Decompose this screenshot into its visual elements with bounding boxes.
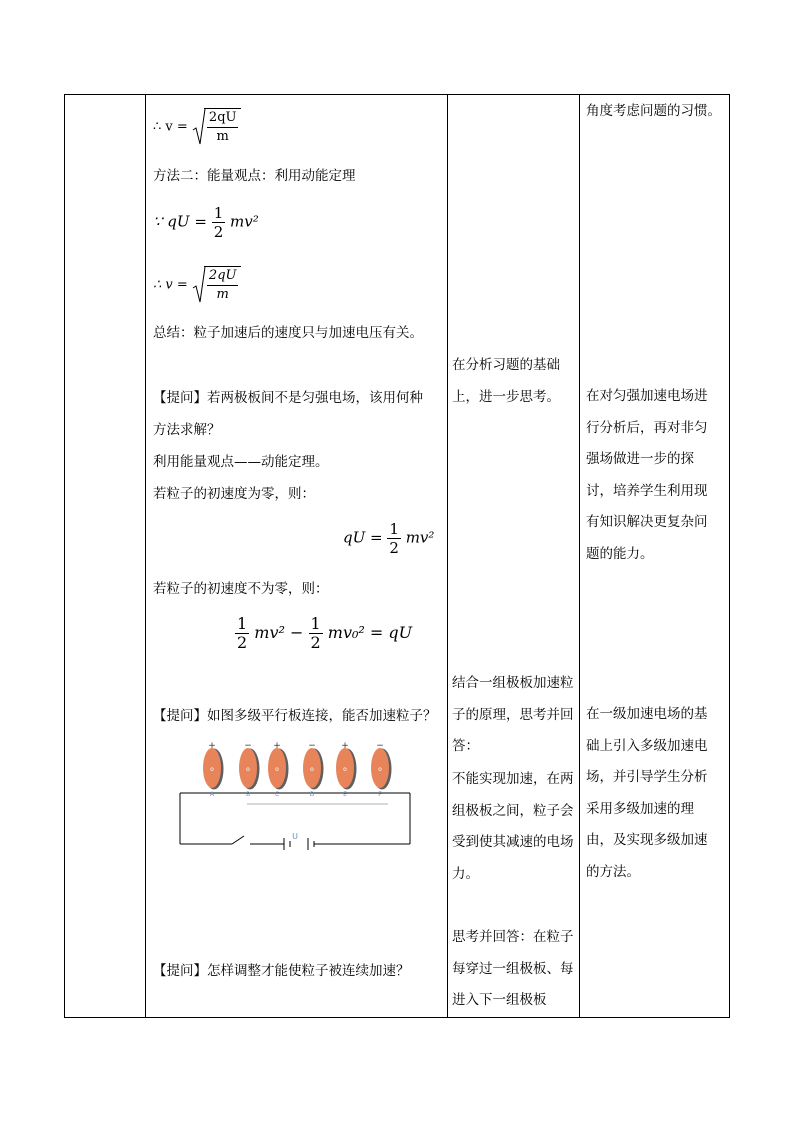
formula-rest: mv₀² = qU	[327, 623, 413, 642]
student-activity-3: 思考并回答：在粒子每穿过一组极板、每进入下一组极板	[452, 929, 574, 1008]
plate-center-mark: o	[343, 766, 347, 773]
fraction-denominator: 2	[310, 633, 321, 652]
formula-middle: mv² −	[254, 623, 304, 642]
formula-prefix: ∵ qU =	[153, 212, 207, 231]
formula-velocity-2	[153, 266, 241, 304]
plate-charge-sign: −	[244, 741, 252, 751]
plate-e	[336, 741, 357, 798]
formula-prefix: ∴ v =	[153, 119, 188, 135]
design-intent-2: 在一级加速电场的基础上引入多级加速电场，并引导学生分析采用多级加速的理由，及实现多级加速的方法。	[586, 706, 708, 880]
fraction-numerator: 1	[310, 614, 321, 633]
fraction-numerator: 2qU	[207, 267, 239, 286]
sqrt-symbol	[192, 266, 242, 304]
plate-c	[268, 741, 289, 798]
fraction-numerator: 1	[213, 204, 224, 222]
plate-d	[303, 741, 324, 798]
plate-center-mark: o	[378, 766, 382, 773]
fraction-denominator: 2	[237, 633, 248, 652]
plate-label: A	[209, 791, 215, 798]
source-label-u: U	[292, 832, 298, 841]
method-two-text: 方法二：能量观点：利用动能定理	[153, 168, 356, 184]
plate-label: F	[378, 791, 382, 798]
column-divider-1	[145, 95, 146, 1017]
formula-rest: mv²	[405, 528, 435, 547]
formula-nonzero-velocity	[235, 615, 412, 652]
question-1-line-2: 方法求解？	[153, 422, 221, 438]
sqrt-symbol	[192, 108, 242, 146]
student-activity-2-answer: 不能实现加速，在两组极板之间，粒子会受到使其减速的电场力。	[452, 771, 574, 882]
formula-energy	[153, 204, 259, 241]
case-zero-text: 若粒子的初速度为零，则：	[153, 486, 315, 502]
plate-charge-sign: −	[308, 741, 316, 751]
design-intent-0: 角度考虑问题的习惯。	[586, 103, 721, 119]
fraction-denominator: 2	[389, 539, 399, 557]
plate-charge-sign: −	[376, 741, 384, 751]
formula-rest: mv²	[230, 212, 259, 231]
answer-1: 利用能量观点——动能定理。	[153, 454, 329, 470]
question-1-line-1: 【提问】若两极板间不是匀强电场，该用何种	[153, 390, 423, 406]
fraction-denominator: m	[216, 129, 229, 144]
column-divider-3	[579, 95, 580, 1017]
formula-velocity-1	[153, 108, 241, 146]
plate-center-mark: o	[275, 766, 279, 773]
summary-text: 总结：粒子加速后的速度只与加速电压有关。	[153, 325, 423, 341]
plate-charge-sign: +	[273, 741, 281, 751]
fraction-numerator: 1	[237, 614, 248, 633]
plate-charge-sign: +	[341, 741, 349, 751]
column-divider-2	[447, 95, 448, 1017]
fraction-denominator: m	[216, 287, 229, 302]
student-activity-1: 在分析习题的基础上，进一步思考。	[452, 357, 560, 405]
formula-prefix: ∴ v =	[153, 277, 188, 293]
formula-prefix: qU =	[343, 528, 383, 547]
plate-label: D	[309, 791, 315, 798]
question-3: 【提问】怎样调整才能使粒子被连续加速？	[153, 963, 410, 979]
case-nonzero-text: 若粒子的初速度不为零，则：	[153, 581, 329, 597]
plate-b	[239, 741, 260, 798]
fraction-numerator: 1	[389, 520, 399, 538]
fraction-denominator: 2	[213, 223, 224, 241]
plate-f	[371, 741, 392, 798]
plate-center-mark: o	[210, 766, 214, 773]
fraction-numerator: 2qU	[207, 109, 239, 128]
plate-center-mark: o	[310, 766, 314, 773]
plate-label: C	[274, 791, 280, 798]
multistage-plates-diagram	[170, 738, 420, 852]
formula-zero-velocity	[343, 520, 434, 557]
plate-label: E	[343, 791, 347, 798]
student-activity-2: 结合一组极板加速粒子的原理，思考并回答：	[452, 675, 574, 754]
plate-a	[203, 741, 224, 798]
switch-icon	[232, 836, 244, 844]
question-2: 【提问】如图多级平行板连接，能否加速粒子？	[153, 708, 437, 724]
plate-label: B	[245, 791, 251, 798]
plate-charge-sign: +	[208, 741, 216, 751]
plate-center-mark: o	[246, 766, 250, 773]
design-intent-1: 在对匀强加速电场进行分析后，再对非匀强场做进一步的探讨，培养学生利用现有知识解决更复杂问题的能力。	[586, 388, 708, 562]
